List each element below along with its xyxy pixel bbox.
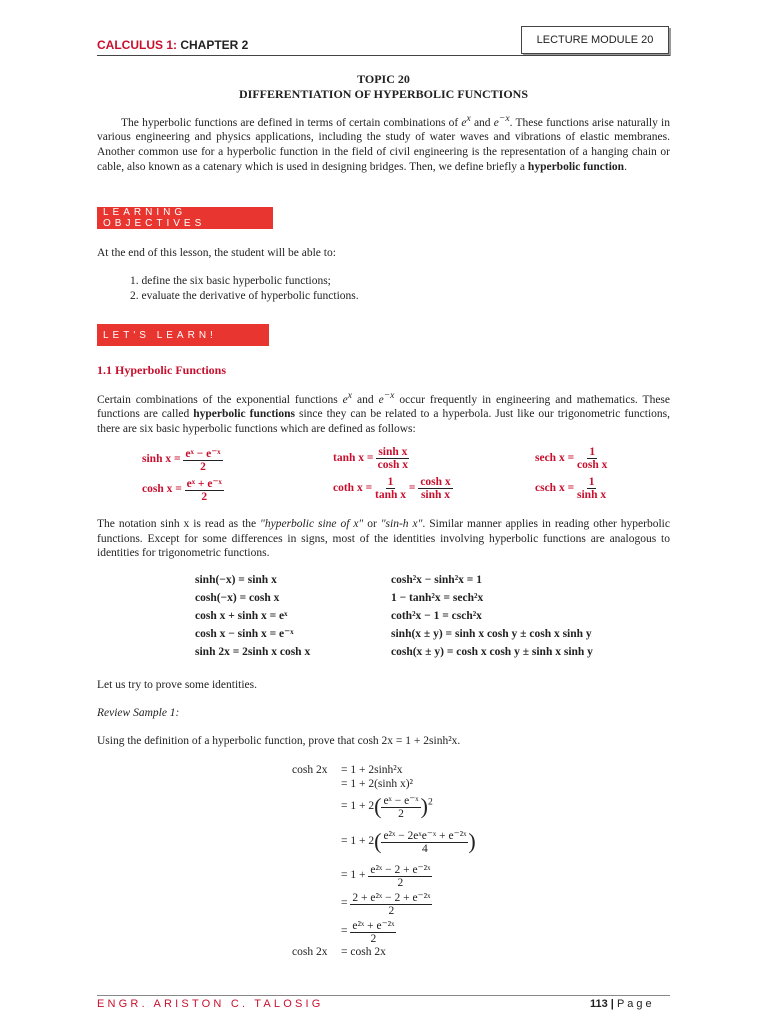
learning-objectives-banner: LEARNING OBJECTIVES (97, 207, 273, 229)
section-paragraph: Certain combinations of the exponential functions $e^x$ and $e^{-x}$ occur frequently in engineering and mathematics. These functions are called hyperbolic functions since they can be related to a hyperbola. Just like our trigonometric functions, there are six basic hyperbolic functions which are defined as follows: (97, 390, 671, 436)
objectives-list (130, 274, 359, 304)
course-name: CALCULUS 1: (97, 38, 177, 52)
identity: cosh(−x) = cosh x (195, 592, 280, 604)
intro-paragraph: The hyperbolic functions are defined in terms of certain combinations of $e^x$ and $e^{-x}$. These functions arise naturally in various engineering and physics applications, including the study of water waves and vibrations of elastic membranes. Another common use for a hyperbolic function in the field of civil engineering is the representation of a hanging chain or cable, also known as a catenary which is used in designing bridges. Then, we define briefly a hyperbolic function. (97, 113, 671, 173)
proof-final-rhs: = cosh 2x (341, 946, 386, 958)
review-task: Using the definition of a hyperbolic function, prove that cosh 2x = 1 + 2sinh²x. (97, 735, 461, 747)
footer-author: ENGR. ARISTON C. TALOSIG (97, 998, 324, 1010)
list-item: 1. define the six basic hyperbolic functions; (130, 275, 331, 287)
objectives-lead: At the end of this lesson, the student will be able to: (97, 247, 336, 259)
def-cosh: cosh x = $\frac{\text{eˣ + e⁻ˣ}}{2}$ (142, 478, 222, 503)
notation-paragraph: The notation sinh x is read as the "hyperbolic sine of x" or "sin-h x". Similar manner applies in reading other hyperbolic functions. Except for some differences in signs, most of the identities involving hyperbolic functions are analogous to identities for trigonometric functions. (97, 518, 670, 560)
proof-line-7: = $\frac{\text{e²ˣ + e⁻²ˣ}}{2}$ (341, 920, 395, 945)
def-coth: coth x = $\frac{1}{\text{tanh x}}$ = $\frac{\text{cosh x}}{\text{sinh x}}$ (333, 476, 451, 501)
proof-line-3: = 1 + 2( $\frac{\text{eˣ − e⁻ˣ}}{2}$ )$^2$ (341, 793, 433, 820)
identities-right (391, 571, 593, 661)
identity: cosh x − sinh x = e⁻ˣ (195, 628, 294, 640)
course-chapter-header (97, 38, 248, 52)
identity: cosh²x − sinh²x = 1 (391, 574, 482, 586)
proof-lhs: cosh 2x (292, 764, 328, 776)
section-heading: 1.1 Hyperbolic Functions (97, 363, 227, 377)
review-label: Review Sample 1: (97, 707, 180, 719)
chapter-name: CHAPTER 2 (177, 38, 249, 52)
list-item: 2. evaluate the derivative of hyperbolic functions. (130, 290, 359, 302)
def-sinh: sinh x = $\frac{\text{eˣ − e⁻ˣ}}{2}$ (142, 448, 221, 473)
def-tanh: tanh x = $\frac{\text{sinh x}}{\text{cosh x}}$ (333, 446, 409, 471)
identity: sinh(−x) = sinh x (195, 574, 277, 586)
identity: sinh 2x = 2sinh x cosh x (195, 646, 311, 658)
prove-intro: Let us try to prove some identities. (97, 679, 258, 691)
identities-left (195, 571, 310, 661)
topic-number: TOPIC 20 (357, 72, 410, 86)
topic-title: DIFFERENTIATION OF HYPERBOLIC FUNCTIONS (238, 87, 529, 101)
proof-line-1: = 1 + 2sinh²x (341, 764, 403, 776)
identity: cosh x + sinh x = eˣ (195, 610, 288, 622)
lecture-module-box: LECTURE MODULE 20 (521, 26, 669, 54)
identity: 1 − tanh²x = sech²x (391, 592, 484, 604)
proof-final-lhs: cosh 2x (292, 946, 328, 958)
footer-rule (97, 995, 670, 996)
header-rule (97, 55, 670, 56)
def-sech: sech x = $\frac{1}{\text{cosh x}}$ (535, 446, 608, 471)
identity: sinh(x ± y) = sinh x cosh y ± cosh x sinh y (391, 628, 592, 640)
proof-line-5: = 1 + $\frac{\text{e²ˣ − 2 + e⁻²ˣ}}{2}$ (341, 864, 431, 889)
lets-learn-banner: LET'S LEARN! (97, 324, 269, 346)
identity: coth²x − 1 = csch²x (391, 610, 482, 622)
proof-line-4: = 1 + 2( $\frac{\text{e²ˣ − 2eˣe⁻ˣ + e⁻²ˣ}}{4}$ ) (341, 828, 476, 855)
def-csch: csch x = $\frac{1}{\text{sinh x}}$ (535, 476, 607, 501)
footer-page: 113 | Page (590, 998, 655, 1010)
identity: cosh(x ± y) = cosh x cosh y ± sinh x sinh y (391, 646, 593, 658)
proof-line-2: = 1 + 2(sinh x)² (341, 778, 413, 790)
proof-line-6: = $\frac{\text{2 + e²ˣ − 2 + e⁻²ˣ}}{2}$ (341, 892, 431, 917)
